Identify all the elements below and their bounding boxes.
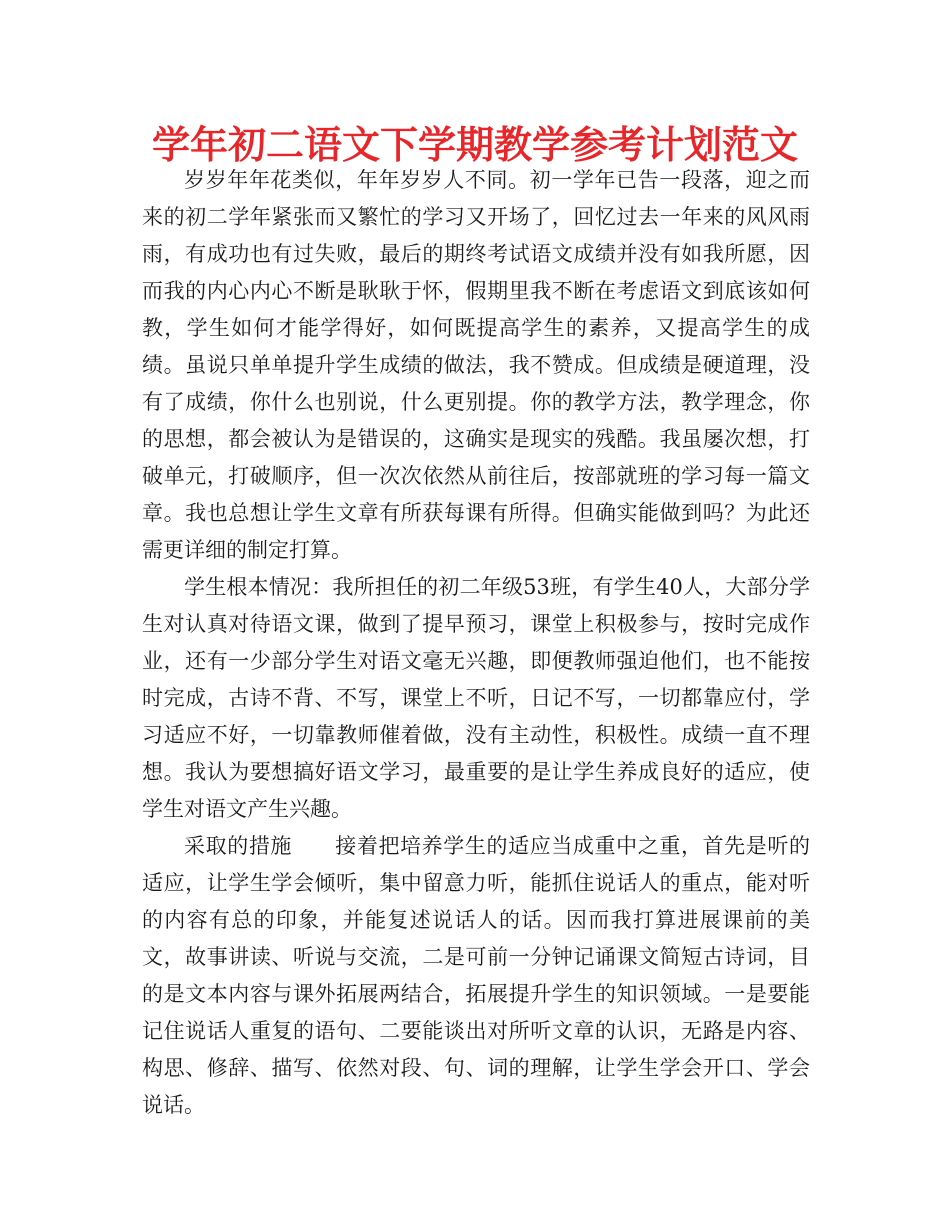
- paragraph-student-situation: 学生根本情况：我所担任的初二年级53班，有学生40人，大部分学生对认真对待语文课，做到了提早预习，课堂上积极参与，按时完成作业，还有一少部分学生对语文毫无兴趣，即便教师强迫他们，也不能按时完成，古诗不背、不写，课堂上不听，日记不写，一切都靠应付，学习适应不好，一切靠教师催着做，没有主动性，积极性。成绩一直不理想。我认为要想搞好语文学习，最重要的是让学生养成良好的适应，使学生对语文产生兴趣。: [142, 575, 810, 821]
- paragraph-measures: 采取的措施 接着把培养学生的适应当成重中之重，首先是听的适应，让学生学会倾听，集中留意力听，能抓住说话人的重点，能对听的内容有总的印象，并能复述说话人的话。因而我打算进展课前的美文，故事讲读、听说与交流，二是可前一分钟记诵课文简短古诗词，目的是文本内容与课外拓展两结合，拓展提升学生的知识领域。一是要能记住说话人重复的语句、二要能谈出对所听文章的认识，无路是内容、构思、修辞、描写、依然对段、句、词的理解，让学生学会开口、学会说话。: [142, 834, 810, 1117]
- document-title: 学年初二语文下学期教学参考计划范文: [151, 123, 798, 167]
- document-body: [142, 162, 810, 1124]
- paragraph-intro: 岁岁年年花类似，年年岁岁人不同。初一学年已告一段落，迎之而来的初二学年紧张而又繁忙的学习又开场了，回忆过去一年来的风风雨雨，有成功也有过失败，最后的期终考试语文成绩并没有如我所愿，因而我的内心内心不断是耿耿于怀，假期里我不断在考虑语文到底该如何教，学生如何才能学得好，如何既提高学生的素养，又提高学生的成绩。虽说只单单提升学生成绩的做法，我不赞成。但成绩是硬道理，没有了成绩，你什么也别说，什么更别提。你的教学方法，教学理念，你的思想，都会被认为是错误的，这确实是现实的残酷。我虽屡次想，打破单元，打破顺序，但一次次依然从前往后，按部就班的学习每一篇文章。我也总想让学生文章有所获每课有所得。但确实能做到吗？为此还需更详细的制定打算。: [142, 168, 810, 562]
